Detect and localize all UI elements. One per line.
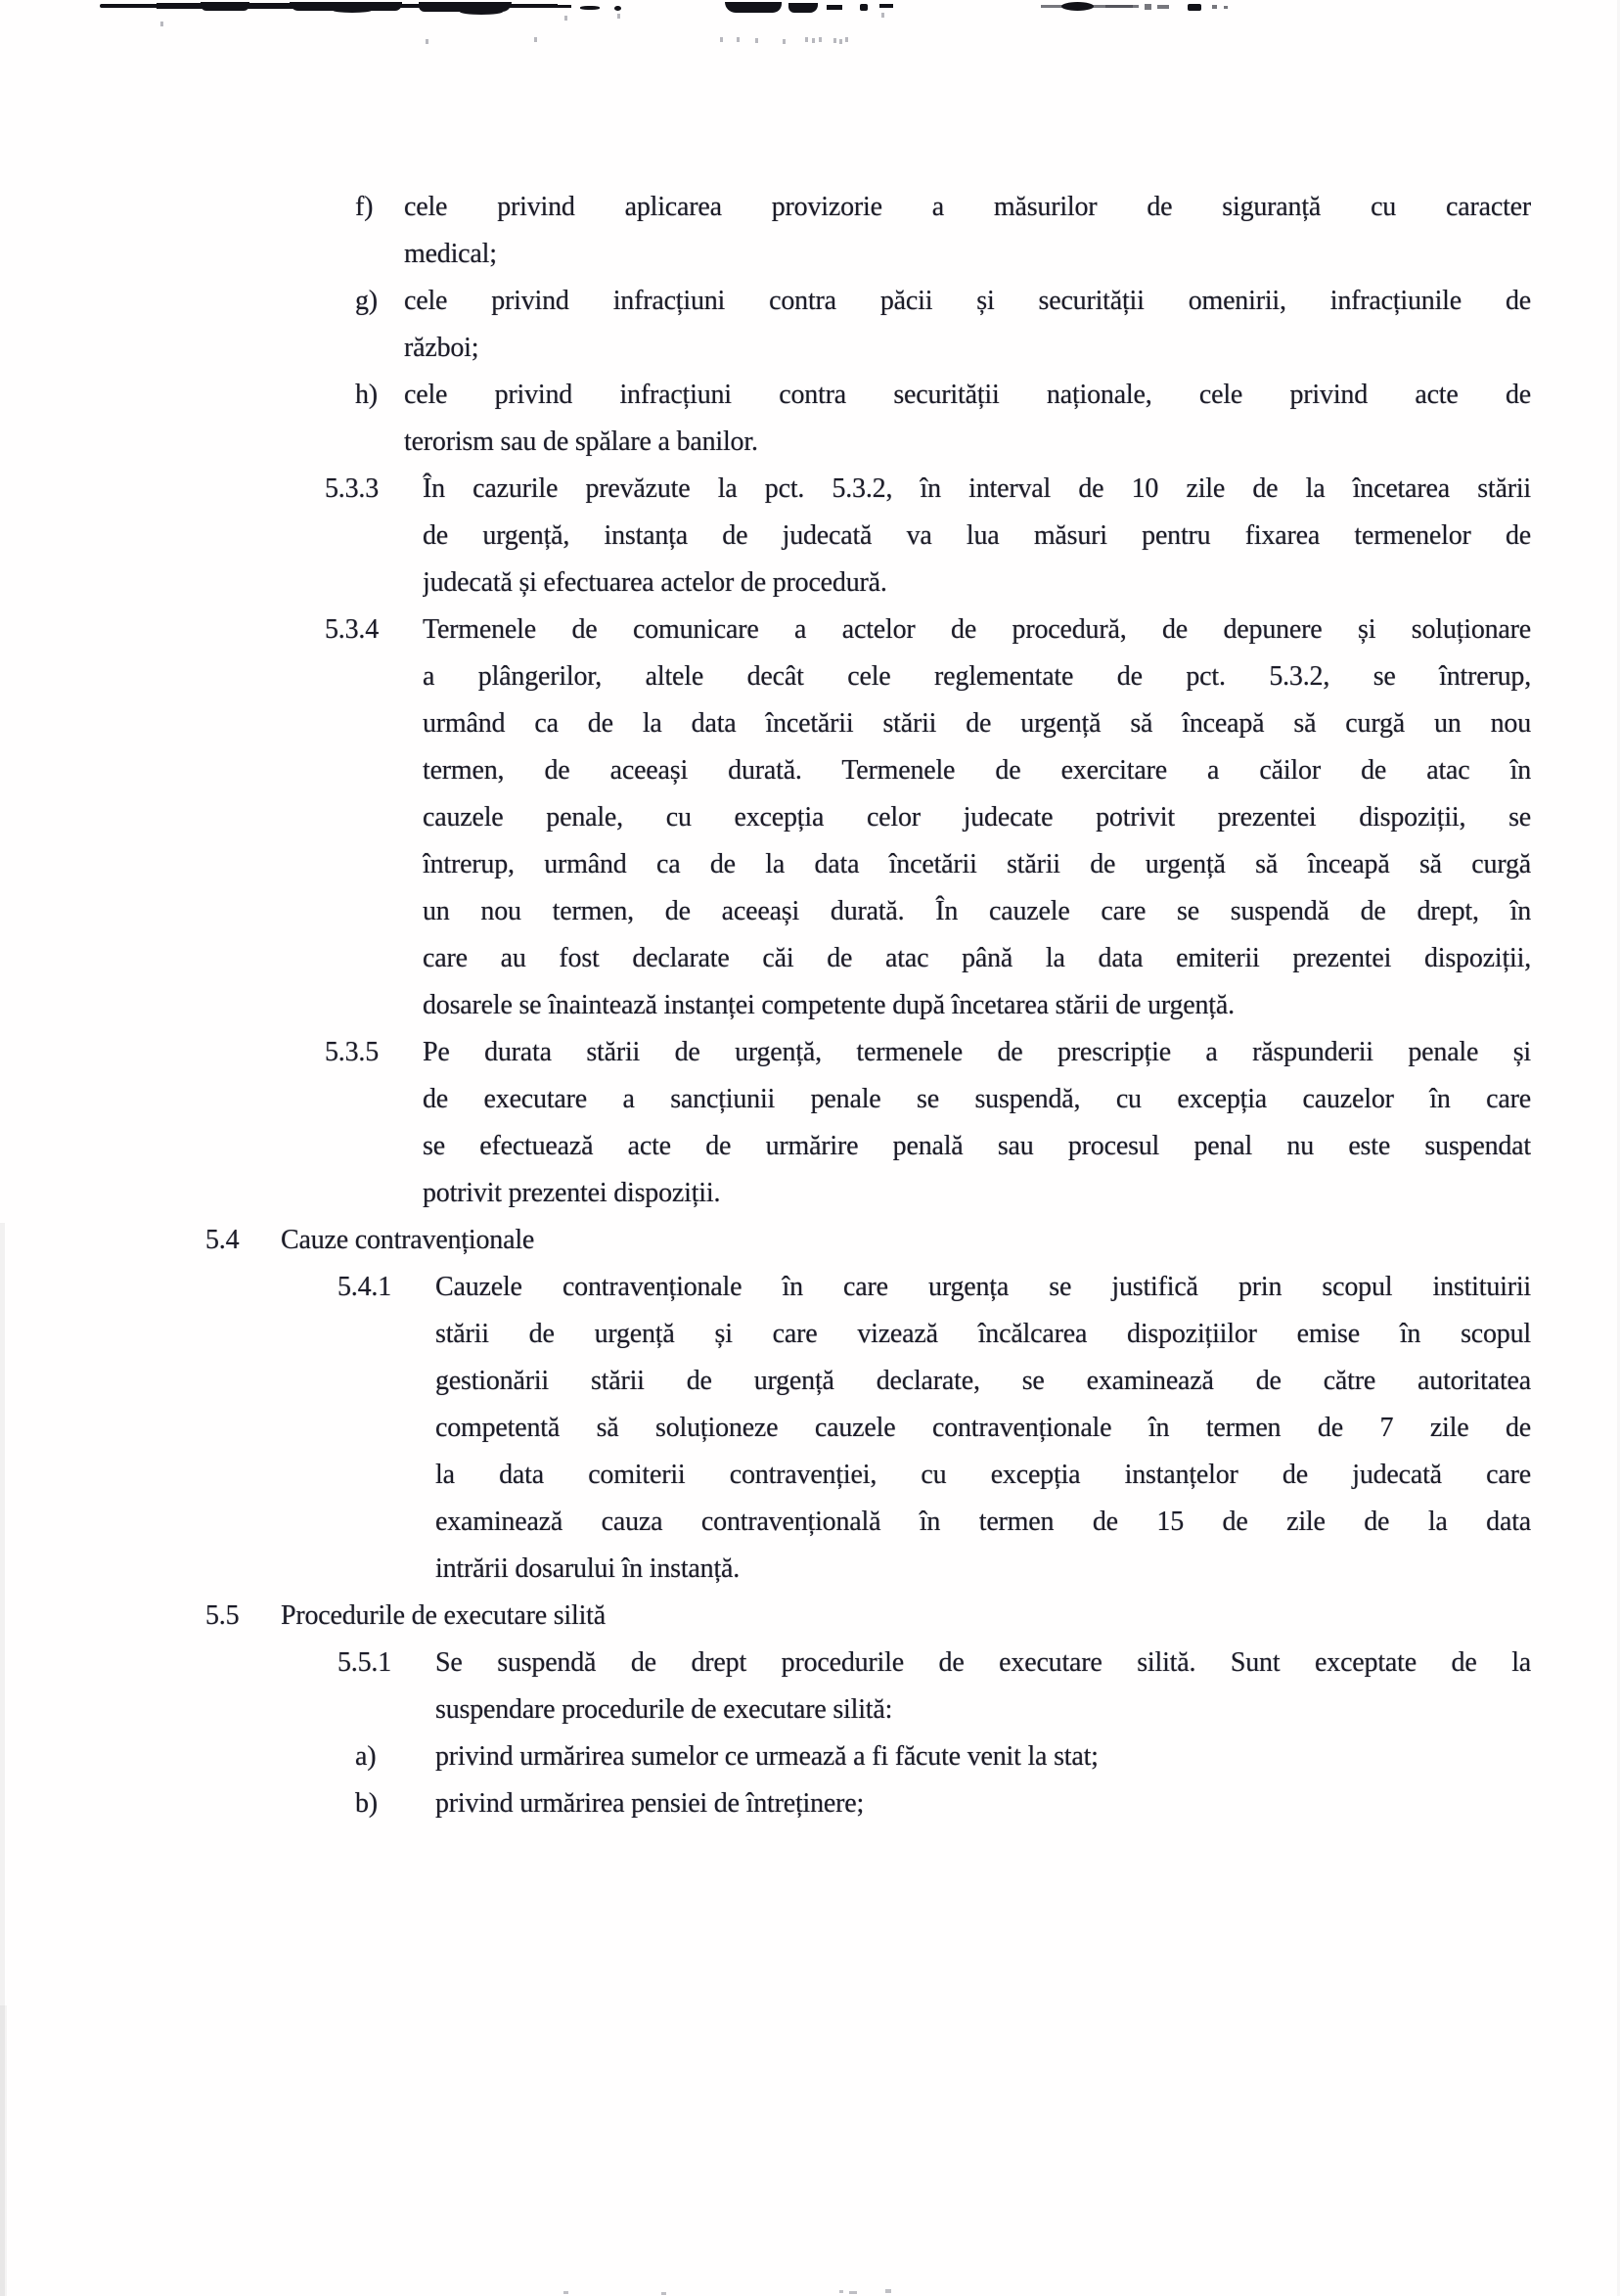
clause-line: dosarele se înaintează instanței competente după încetarea stării de urgență. [423, 990, 1235, 1020]
clause-text [423, 466, 1531, 607]
clause-line: privind urmărirea pensiei de întreținere; [435, 1788, 865, 1819]
clause-text [435, 1264, 1531, 1593]
page-edge-left-lower [0, 2005, 7, 2296]
clause-line: un nou termen, de aceeași durată. În cauzele care se suspendă de drept, în [423, 896, 1531, 926]
clause-line: cele privind infracțiuni contra securității naționale, cele privind acte de [404, 380, 1531, 410]
clause-marker: 5.3.5 [325, 1037, 380, 1067]
clause-row [0, 1733, 1620, 1780]
clause-line: cele privind infracțiuni contra păcii și securității omenirii, infracțiunile de [404, 286, 1531, 316]
clause-line: potrivit prezentei dispoziții. [423, 1178, 721, 1208]
clause-text [435, 1780, 1531, 1827]
clause-row [0, 1217, 1620, 1264]
clause-row [0, 1780, 1620, 1827]
clause-text [404, 278, 1531, 372]
clause-text [281, 1217, 1620, 1264]
clause-marker: 5.3.3 [325, 473, 380, 504]
clause-line: competentă să soluționeze cauzele contravenționale în termen de 7 zile de [435, 1413, 1531, 1443]
clause-row [0, 1264, 1620, 1593]
clause-line: cele privind aplicarea provizorie a măsurilor de siguranță cu caracter [404, 192, 1531, 222]
clause-line: termen, de aceeași durată. Termenele de exercitare a căilor de atac în [423, 755, 1531, 786]
clause-marker: a) [355, 1741, 377, 1772]
clause-line: a plângerilor, altele decât cele reglementate de pct. 5.3.2, se întrerup, [423, 661, 1531, 692]
clause-line: judecată și efectuarea actelor de procedură. [423, 567, 887, 598]
clause-marker: 5.4 [205, 1225, 240, 1255]
clause-line: întrerup, urmând ca de la data încetării stării de urgență să înceapă să curgă [423, 849, 1531, 879]
clause-row [0, 184, 1620, 278]
clause-marker: h) [355, 380, 378, 410]
clause-row [0, 1640, 1620, 1733]
clause-line: privind urmărirea sumelor ce urmează a fi făcute venit la stat; [435, 1741, 1099, 1772]
clause-line: de urgență, instanța de judecată va lua măsuri pentru fixarea termenelor de [423, 520, 1531, 551]
clause-marker: b) [355, 1788, 378, 1819]
clause-text [435, 1733, 1531, 1780]
clause-row [0, 278, 1620, 372]
clause-line: război; [404, 333, 479, 363]
clause-line: terorism sau de spălare a banilor. [404, 427, 758, 457]
clause-row [0, 372, 1620, 466]
clause-line: În cazurile prevăzute la pct. 5.3.2, în interval de 10 zile de la încetarea stării [423, 473, 1531, 504]
clause-marker: 5.4.1 [338, 1272, 392, 1302]
clause-text [423, 1029, 1531, 1217]
clause-marker: 5.3.4 [325, 614, 380, 645]
clause-row [0, 1593, 1620, 1640]
clause-line: urmând ca de la data încetării stării de urgență să înceapă să curgă un nou [423, 708, 1531, 739]
clause-line: Pe durata stării de urgență, termenele de prescripție a răspunderii penale și [423, 1037, 1531, 1067]
clause-marker: 5.5.1 [338, 1647, 392, 1678]
clause-text [404, 372, 1531, 466]
clause-line: examinează cauza contravențională în termen de 15 de zile de la data [435, 1507, 1531, 1537]
clause-line: medical; [404, 239, 497, 269]
clause-marker: 5.5 [205, 1600, 240, 1631]
clause-line: cauzele penale, cu excepția celor judecate potrivit prezentei dispoziții, se [423, 802, 1531, 833]
clause-line: la data comiterii contravenției, cu excepția instanțelor de judecată care [435, 1460, 1531, 1490]
clause-line: intrării dosarului în instanță. [435, 1553, 741, 1584]
clause-row [0, 607, 1620, 1029]
clause-line: se efectuează acte de urmărire penală sau procesul penal nu este suspendat [423, 1131, 1531, 1161]
clause-marker: g) [355, 286, 378, 316]
clause-line: de executare a sancțiunii penale se suspendă, cu excepția cauzelor în care [423, 1084, 1531, 1114]
clause-line: stării de urgență și care vizează încălcarea dispozițiilor emise în scopul [435, 1319, 1531, 1349]
clause-row [0, 466, 1620, 607]
clause-marker: f) [355, 192, 374, 222]
clause-line: Termenele de comunicare a actelor de procedură, de depunere și soluționare [423, 614, 1531, 645]
clause-line: suspendare procedurile de executare silită: [435, 1694, 893, 1725]
clause-text [423, 607, 1531, 1029]
clause-text [281, 1593, 1620, 1640]
document-body [0, 184, 1620, 1827]
clause-line: Cauzele contravenționale în care urgența se justifică prin scopul instituirii [435, 1272, 1531, 1302]
clause-text [404, 184, 1531, 278]
clause-row [0, 1029, 1620, 1217]
clause-text [435, 1640, 1531, 1733]
clause-line: gestionării stării de urgență declarate, se examinează de către autoritatea [435, 1366, 1531, 1396]
clause-line: Cauze contravenționale [281, 1225, 535, 1255]
clause-line: Procedurile de executare silită [281, 1600, 606, 1631]
clause-line: care au fost declarate căi de atac până la data emiterii prezentei dispoziții, [423, 943, 1531, 973]
clause-line: Se suspendă de drept procedurile de executare silită. Sunt exceptate de la [435, 1647, 1531, 1678]
